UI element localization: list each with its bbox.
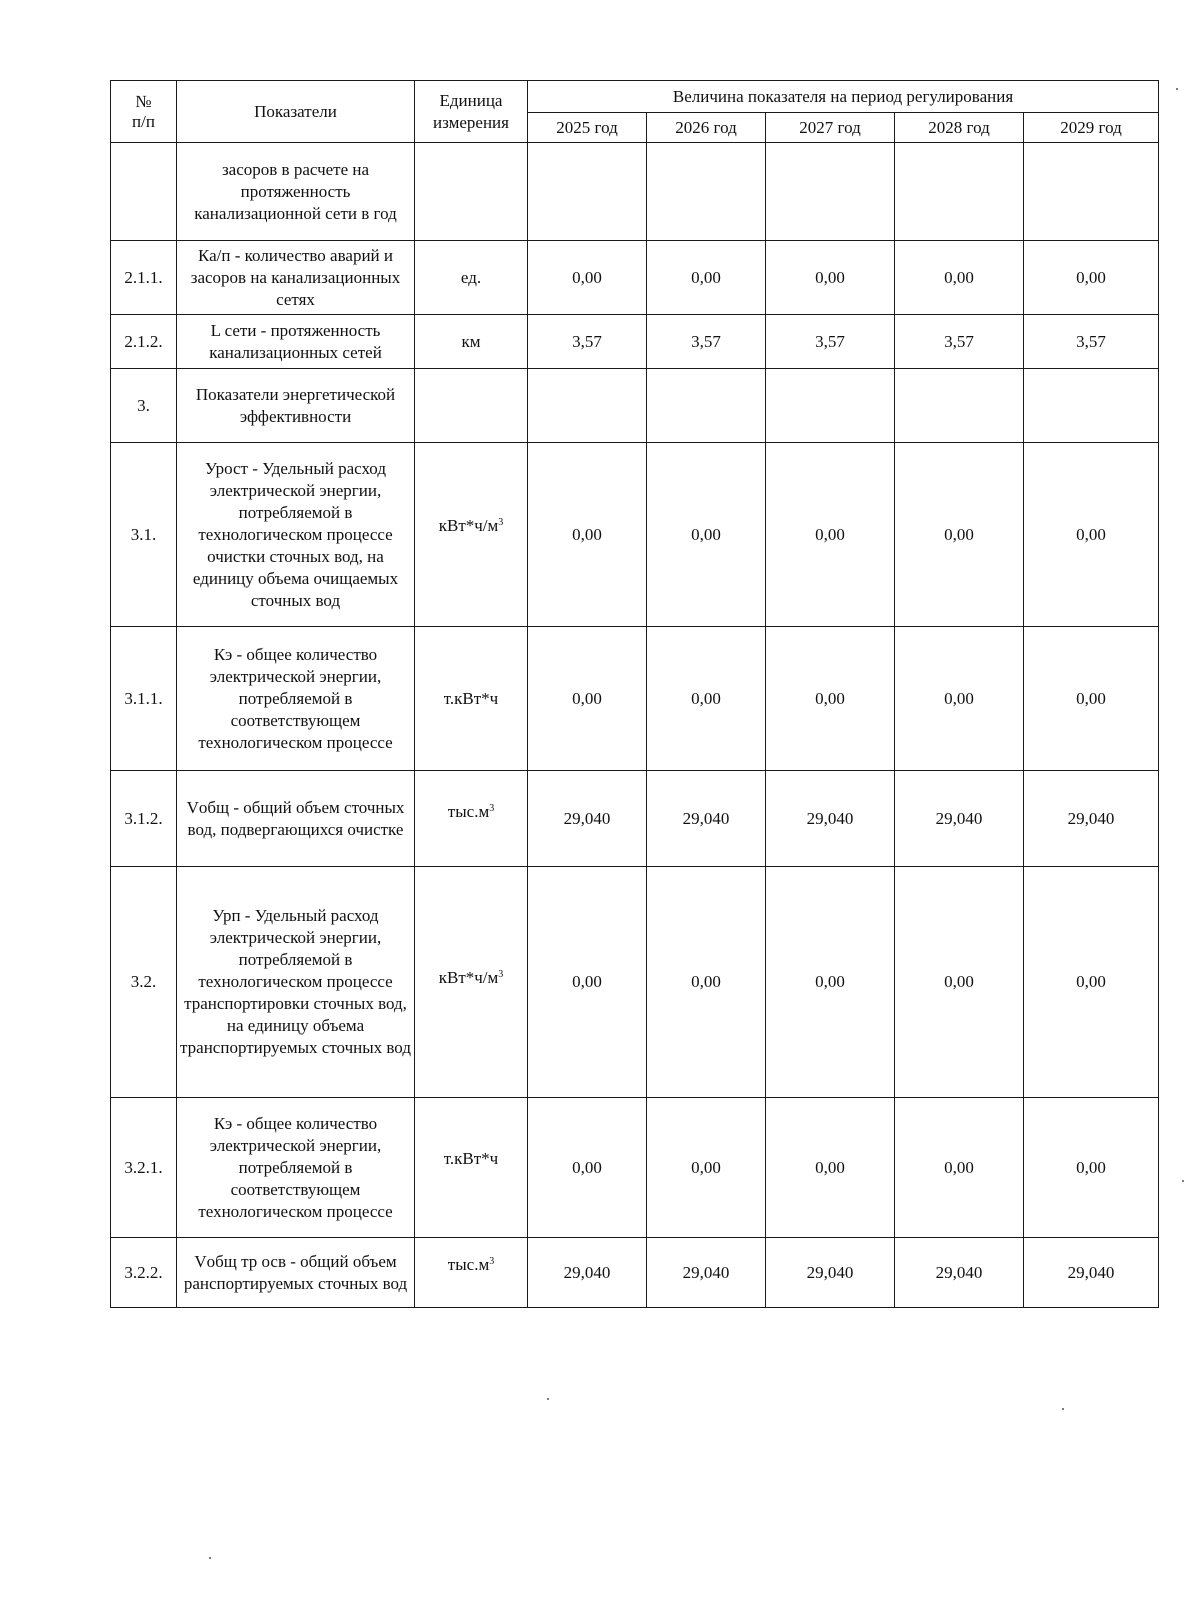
- table-row: [111, 1098, 1159, 1238]
- value-cell: 0,00: [647, 443, 766, 627]
- row-number: 3.1.: [111, 443, 177, 627]
- table-row: [111, 627, 1159, 771]
- row-indicator: Ка/п - количество аварий и засоров на канализационных сетях: [177, 241, 415, 315]
- table-row: [111, 771, 1159, 867]
- value-cell: 0,00: [766, 241, 895, 315]
- unit-text: т.кВт*ч: [443, 688, 499, 708]
- value-cell: 0,00: [528, 867, 647, 1098]
- table-row: [111, 867, 1159, 1098]
- row-indicator: Кэ - общее количество электрической энергии, потребляемой в соответствующем технологическом процессе: [177, 1098, 415, 1238]
- scan-speck: [1062, 1408, 1064, 1410]
- scan-speck: [1182, 1180, 1184, 1182]
- table-row: [111, 315, 1159, 369]
- row-indicator: Vобщ - общий объем сточных вод, подвергающихся очистке: [177, 771, 415, 867]
- header-num-label: № п/п: [132, 91, 155, 131]
- value-cell: 0,00: [647, 867, 766, 1098]
- value-cell: [1024, 143, 1159, 241]
- header-year-2025: 2025 год: [528, 113, 647, 143]
- value-cell: 29,040: [528, 771, 647, 867]
- row-unit: [415, 1098, 528, 1238]
- header-unit-label: Единица измерения: [433, 90, 509, 132]
- row-number: 3.2.2.: [111, 1238, 177, 1308]
- value-cell: 0,00: [895, 241, 1024, 315]
- unit-superscript: 3: [489, 803, 495, 814]
- value-cell: [647, 143, 766, 241]
- row-number: 3.1.2.: [111, 771, 177, 867]
- unit-text: кВт*ч/м: [438, 516, 499, 535]
- unit-text: км: [461, 331, 481, 351]
- scan-speck: [1176, 88, 1178, 90]
- value-cell: 0,00: [1024, 443, 1159, 627]
- table-row: [111, 443, 1159, 627]
- value-cell: [1024, 369, 1159, 443]
- row-indicator: Vобщ тр осв - общий объем ранспортируемых сточных вод: [177, 1238, 415, 1308]
- value-cell: 0,00: [895, 867, 1024, 1098]
- value-cell: 29,040: [1024, 771, 1159, 867]
- value-cell: 3,57: [1024, 315, 1159, 369]
- value-cell: [528, 143, 647, 241]
- row-unit: [415, 369, 528, 443]
- value-cell: 0,00: [1024, 627, 1159, 771]
- value-cell: 3,57: [895, 315, 1024, 369]
- unit-text: ед.: [460, 267, 482, 287]
- table-row: [111, 1238, 1159, 1308]
- indicator-table: [110, 80, 1159, 1308]
- header-year-2026: 2026 год: [647, 113, 766, 143]
- table-row: [111, 241, 1159, 315]
- header-indicator: [177, 81, 415, 143]
- value-cell: 0,00: [1024, 1098, 1159, 1238]
- value-cell: [528, 369, 647, 443]
- header-year-2029: 2029 год: [1024, 113, 1159, 143]
- value-cell: 0,00: [528, 443, 647, 627]
- value-cell: 0,00: [895, 627, 1024, 771]
- row-number: [111, 143, 177, 241]
- row-indicator: Кэ - общее количество электрической энергии, потребляемой в соответствующем технологическом процессе: [177, 627, 415, 771]
- value-cell: 29,040: [895, 771, 1024, 867]
- row-unit: [415, 241, 528, 315]
- unit-text: тыс.м: [447, 802, 490, 821]
- table-row: [111, 369, 1159, 443]
- row-indicator: L сети - протяженность канализационных сетей: [177, 315, 415, 369]
- unit-text: тыс.м: [447, 1255, 490, 1274]
- header-indicator-label: Показатели: [254, 101, 337, 121]
- header-year-2027: 2027 год: [766, 113, 895, 143]
- header-num: [111, 81, 177, 143]
- unit-superscript: 3: [498, 517, 504, 528]
- value-cell: 29,040: [647, 771, 766, 867]
- row-indicator: засоров в расчете на протяженность канализационной сети в год: [177, 143, 415, 241]
- row-number: 3.2.1.: [111, 1098, 177, 1238]
- unit-superscript: 3: [498, 969, 504, 980]
- value-cell: 3,57: [647, 315, 766, 369]
- row-number: 3.1.1.: [111, 627, 177, 771]
- row-unit: [415, 1238, 528, 1308]
- scan-speck: [209, 1557, 211, 1559]
- row-unit: [415, 867, 528, 1098]
- value-cell: [895, 143, 1024, 241]
- value-cell: 29,040: [766, 1238, 895, 1308]
- unit-superscript: 3: [489, 1256, 495, 1267]
- value-cell: 0,00: [766, 1098, 895, 1238]
- header-year-2028: 2028 год: [895, 113, 1024, 143]
- value-cell: 0,00: [647, 241, 766, 315]
- row-number: 2.1.2.: [111, 315, 177, 369]
- value-cell: [766, 369, 895, 443]
- header-period-label: Величина показателя на период регулирования: [672, 86, 1014, 106]
- value-cell: 0,00: [766, 443, 895, 627]
- value-cell: 0,00: [647, 627, 766, 771]
- row-number: 3.: [111, 369, 177, 443]
- row-indicator: Показатели энергетической эффективности: [177, 369, 415, 443]
- value-cell: [647, 369, 766, 443]
- row-unit: [415, 771, 528, 867]
- row-unit: [415, 443, 528, 627]
- value-cell: 0,00: [895, 1098, 1024, 1238]
- value-cell: 0,00: [1024, 867, 1159, 1098]
- table-row: [111, 143, 1159, 241]
- row-indicator: Урп - Удельный расход электрической энергии, потребляемой в технологическом процессе транспортировки сточных вод, на единицу объема транспортируемых сточных вод: [177, 867, 415, 1098]
- value-cell: 29,040: [1024, 1238, 1159, 1308]
- value-cell: 3,57: [528, 315, 647, 369]
- row-indicator: Урост - Удельный расход электрической энергии, потребляемой в технологическом процессе очистки сточных вод, на единицу объема очищаемых сточных вод: [177, 443, 415, 627]
- value-cell: 3,57: [766, 315, 895, 369]
- value-cell: 0,00: [528, 627, 647, 771]
- unit-text: кВт*ч/м: [438, 968, 499, 987]
- row-unit: [415, 143, 528, 241]
- scan-speck: [547, 1398, 549, 1400]
- unit-text: т.кВт*ч: [443, 1149, 499, 1168]
- row-number: 3.2.: [111, 867, 177, 1098]
- row-unit: [415, 315, 528, 369]
- value-cell: 0,00: [1024, 241, 1159, 315]
- header-unit: [415, 81, 528, 143]
- value-cell: 0,00: [766, 627, 895, 771]
- header-period: [528, 81, 1159, 113]
- value-cell: 29,040: [766, 771, 895, 867]
- value-cell: 0,00: [647, 1098, 766, 1238]
- row-number: 2.1.1.: [111, 241, 177, 315]
- value-cell: [766, 143, 895, 241]
- value-cell: [895, 369, 1024, 443]
- value-cell: 0,00: [528, 241, 647, 315]
- row-unit: [415, 627, 528, 771]
- value-cell: 29,040: [895, 1238, 1024, 1308]
- value-cell: 0,00: [895, 443, 1024, 627]
- value-cell: 29,040: [647, 1238, 766, 1308]
- value-cell: 0,00: [766, 867, 895, 1098]
- value-cell: 29,040: [528, 1238, 647, 1308]
- value-cell: 0,00: [528, 1098, 647, 1238]
